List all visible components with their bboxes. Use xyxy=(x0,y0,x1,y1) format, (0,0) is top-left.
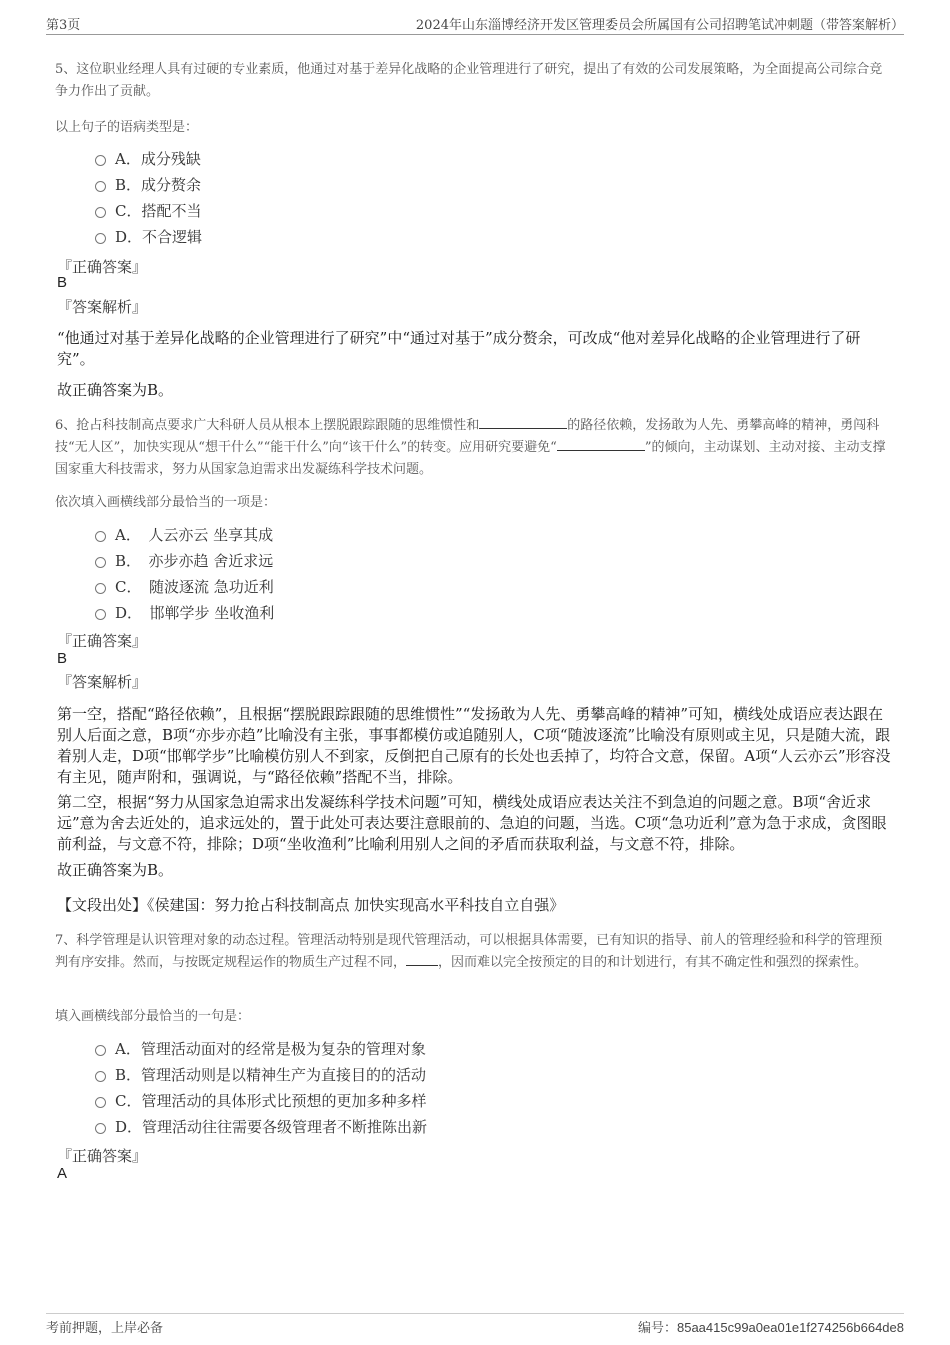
radio-icon[interactable] xyxy=(95,181,106,192)
q6-option-c[interactable]: C． 随波逐流 急功近利 xyxy=(95,574,274,600)
footer-serial: 编号：85aa415c99a0ea01e1f274256b664de8 xyxy=(637,1320,904,1335)
q6-answer-label: 『正确答案』 xyxy=(57,632,148,650)
q7-option-c[interactable]: C．管理活动的具体形式比预想的更加多种多样 xyxy=(95,1088,427,1114)
q7-option-b[interactable]: B．管理活动则是以精神生产为直接目的的活动 xyxy=(95,1062,427,1088)
q5-text: 5、这位职业经理人具有过硬的专业素质，他通过对基于差异化战略的企业管理进行了研究，提出了有效的公司发展策略，为全面提高公司综合竞争力作出了贡献。 xyxy=(55,62,883,99)
q6-analysis-2: 第二空，根据“努力从国家急迫需求出发凝练科学技术问题”可知，横线处成语应表达关注不到急迫的问题之意。B项“舍近求远”意为舍去近处的，追求远处的，置于此处可表达要注意眼前的、急迫的问题，当选。C项“急功近利”意为急于求成，贪图眼前利益，与文意不符，排除；D项“坐收渔利”比喻利用别人之间的矛盾而获取利益，与文意不符，排除。 xyxy=(57,793,887,853)
q7-option-a[interactable]: A．管理活动面对的经常是极为复杂的管理对象 xyxy=(95,1036,427,1062)
page-header xyxy=(46,14,904,35)
q5-option-b[interactable]: B．成分赘余 xyxy=(95,172,202,198)
q5-prompt: 以上句子的语病类型是： xyxy=(55,120,199,135)
radio-icon[interactable] xyxy=(95,155,106,166)
q5-analysis-label: 『答案解析』 xyxy=(57,298,148,316)
q7-option-d[interactable]: D．管理活动往往需要各级管理者不断推陈出新 xyxy=(95,1114,427,1140)
q6-option-b[interactable]: B． 亦步亦趋 舍近求远 xyxy=(95,548,274,574)
radio-icon[interactable] xyxy=(95,1071,106,1082)
q5-option-d[interactable]: D．不合逻辑 xyxy=(95,224,202,250)
q6-conclusion: 故正确答案为B。 xyxy=(57,861,174,879)
q5-answer-label: 『正确答案』 xyxy=(57,258,148,276)
q5-answer: B xyxy=(57,274,68,291)
radio-icon[interactable] xyxy=(95,531,106,542)
q5-option-c[interactable]: C．搭配不当 xyxy=(95,198,202,224)
q6-analysis-label: 『答案解析』 xyxy=(57,673,148,691)
radio-icon[interactable] xyxy=(95,583,106,594)
blank-line xyxy=(557,438,645,451)
q6-analysis-1: 第一空，搭配“路径依赖”，且根据“摆脱跟踪跟随的思维惯性”“发扬敢为人先、勇攀高峰的精神”可知，横线处成语应表达跟在别人后面之意，B项“亦步亦趋”比喻没有主张，事事都模仿或追随别人，C项“随波逐流”比喻没有原则或主见，只是随大流，跟着别人走，D项“邯郸学步”比喻模仿别人不到家，反倒把自己原有的长处也丢掉了，均符合文意，保留。A项“人云亦云”形容没有主见，随声附和，强调说，与“路径依赖”搭配不当，排除。 xyxy=(57,705,891,786)
blank-line xyxy=(406,953,438,966)
q7-prompt: 填入画横线部分最恰当的一句是： xyxy=(55,1009,251,1024)
q7-text: 7、科学管理是认识管理对象的动态过程。管理活动特别是现代管理活动，可以根据具体需要，已有知识的指导、前人的管理经验和科学的管理预判有序安排。然而，与按既定规程运作的物质生产过程不同， ，因而难以完全按预定的目的和计划进行，有其不确定性和强烈的探索性。 xyxy=(55,933,883,970)
q5-options xyxy=(95,146,202,250)
q6-option-d[interactable]: D． 邯郸学步 坐收渔利 xyxy=(95,600,274,626)
q5-option-a[interactable]: A．成分残缺 xyxy=(95,146,202,172)
q6-source: 【文段出处】《侯建国：努力抢占科技制高点 加快实现高水平科技自立自强》 xyxy=(57,896,565,914)
q7-answer: A xyxy=(57,1165,68,1182)
radio-icon[interactable] xyxy=(95,233,106,244)
blank-line xyxy=(479,416,567,429)
footer-slogan: 考前押题，上岸必备 xyxy=(46,1321,164,1336)
q6-answer: B xyxy=(57,650,68,667)
document-title: 2024年山东淄博经济开发区管理委员会所属国有公司招聘笔试冲刺题（带答案解析） xyxy=(415,18,904,33)
radio-icon[interactable] xyxy=(95,1123,106,1134)
q6-options xyxy=(95,522,274,626)
q7-options xyxy=(95,1036,427,1140)
radio-icon[interactable] xyxy=(95,609,106,620)
page-number: 第3页 xyxy=(46,18,81,33)
q6-prompt: 依次填入画横线部分最恰当的一项是： xyxy=(55,495,277,510)
q5-analysis: “他通过对基于差异化战略的企业管理进行了研究”中“通过对基于”成分赘余，可改成“他对差异化战略的企业管理进行了研究”。 xyxy=(57,329,861,368)
q6-option-a[interactable]: A． 人云亦云 坐享其成 xyxy=(95,522,274,548)
q7-answer-label: 『正确答案』 xyxy=(57,1147,148,1165)
radio-icon[interactable] xyxy=(95,557,106,568)
radio-icon[interactable] xyxy=(95,207,106,218)
q6-text: 6、抢占科技制高点要求广大科研人员从根本上摆脱跟踪跟随的思维惯性和 的路径依赖，发扬敢为人先、勇攀高峰的精神，勇闯科技“无人区”，加快实现从“想干什么”“能干什么”向“该干什么”的转变。应用研究要避免“ ”的倾向，主动谋划、主动对接、主动支撑国家重大科技需求，努力从国家急迫需求出发凝练科学技术问题。 xyxy=(55,418,886,477)
page-footer xyxy=(46,1313,904,1336)
radio-icon[interactable] xyxy=(95,1097,106,1108)
q5-conclusion: 故正确答案为B。 xyxy=(57,381,174,399)
radio-icon[interactable] xyxy=(95,1045,106,1056)
